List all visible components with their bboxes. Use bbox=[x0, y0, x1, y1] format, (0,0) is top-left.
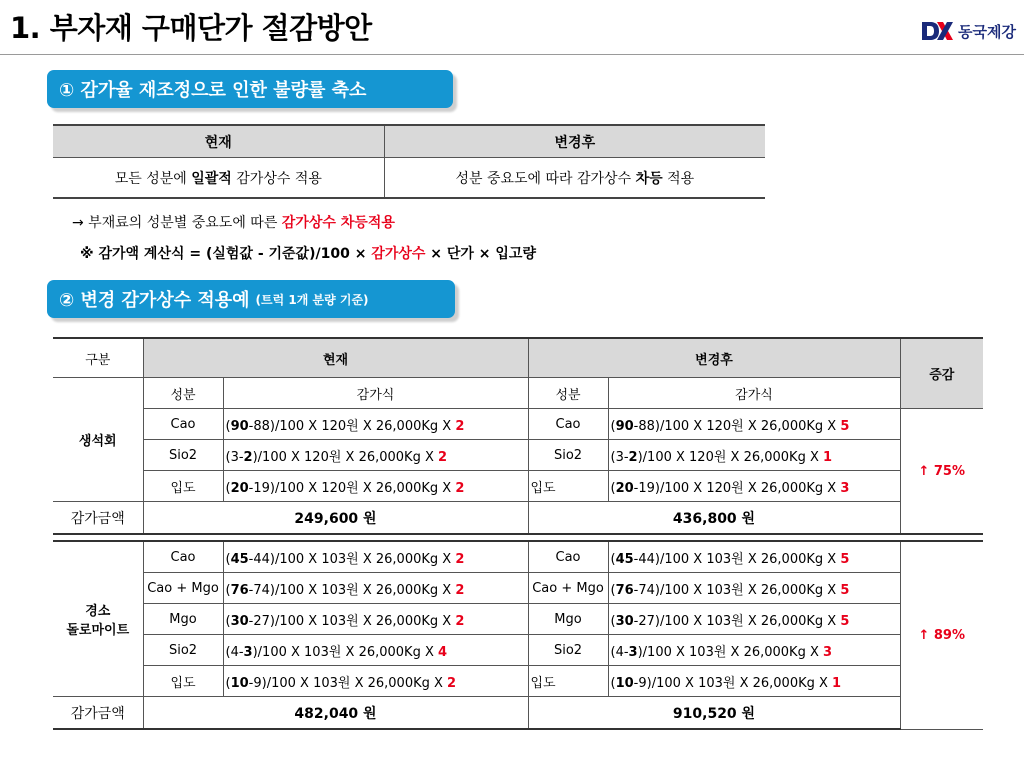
note-differential: → 부재료의 성분별 중요도에 따른 감가상수 차등적용 bbox=[72, 215, 395, 231]
comparison-table bbox=[53, 124, 765, 199]
current-total: 249,600 원 bbox=[143, 502, 528, 535]
increase-value: ↑ 89% bbox=[900, 541, 983, 729]
table-row: Cao + Mgo (76-74)/100 X 103원 X 26,000Kg X 2 Cao + Mgo (76-74)/100 X 103원 X 26,000Kg X 5 bbox=[53, 573, 983, 604]
section-2-subtext: (트럭 1개 분량 기준) bbox=[255, 292, 369, 307]
comp-header: 성분 bbox=[143, 378, 223, 409]
changed-method: 성분 중요도에 따라 감가상수 차등 적용 bbox=[384, 158, 765, 199]
group-name: 경소 돌로마이트 bbox=[53, 541, 143, 697]
total-row: 감가금액 249,600 원 436,800 원 bbox=[53, 502, 983, 535]
table-row: Sio2 (4-3)/100 X 103원 X 26,000Kg X 4 Sio2 (4-3)/100 X 103원 X 26,000Kg X 3 bbox=[53, 635, 983, 666]
section-1-label bbox=[47, 70, 453, 108]
page-title: 1. 부자재 구매단가 절감방안 bbox=[10, 11, 372, 45]
total-row: 감가금액 482,040 원 910,520 원 bbox=[53, 697, 983, 730]
table-row: Cao (90-88)/100 X 120원 X 26,000Kg X 2 Cao (90-88)/100 X 120원 X 26,000Kg X 5 ↑ 75% bbox=[53, 409, 983, 440]
gubun-header: 구분 bbox=[53, 338, 143, 378]
change-header: 증감 bbox=[900, 338, 983, 409]
table-row: 입도 (20-19)/100 X 120원 X 26,000Kg X 2 입도 (20-19)/100 X 120원 X 26,000Kg X 3 bbox=[53, 471, 983, 502]
changed-total: 910,520 원 bbox=[528, 697, 900, 730]
formula-header: 감가식 bbox=[223, 378, 528, 409]
logo-mark-icon bbox=[920, 20, 954, 42]
note-formula: ※ 감가액 계산식 = (실험값 - 기준값)/100 × 감가상수 × 단가 × 입고량 bbox=[80, 246, 536, 262]
group-name: 생석회 bbox=[53, 378, 143, 502]
title-divider bbox=[0, 54, 1024, 55]
table-row: 경소 돌로마이트 Cao (45-44)/100 X 103원 X 26,000Kg X 2 Cao (45-44)/100 X 103원 X 26,000Kg X 5 ↑ 89% bbox=[53, 541, 983, 573]
comp-header: 성분 bbox=[528, 378, 608, 409]
current-method: 모든 성분에 일괄적 감가상수 적용 bbox=[53, 158, 384, 199]
table-row: 입도 (10-9)/100 X 103원 X 26,000Kg X 2 입도 (10-9)/100 X 103원 X 26,000Kg X 1 bbox=[53, 666, 983, 697]
table-row: Mgo (30-27)/100 X 103원 X 26,000Kg X 2 Mgo (30-27)/100 X 103원 X 26,000Kg X 5 bbox=[53, 604, 983, 635]
section-1-text: ① 감가율 재조정으로 인한 불량률 축소 bbox=[59, 80, 367, 101]
increase-value: ↑ 75% bbox=[900, 409, 983, 535]
col-changed-header: 변경후 bbox=[384, 125, 765, 158]
table-row: Sio2 (3-2)/100 X 120원 X 26,000Kg X 2 Sio2 (3-2)/100 X 120원 X 26,000Kg X 1 bbox=[53, 440, 983, 471]
changed-header: 변경후 bbox=[528, 338, 900, 378]
current-total: 482,040 원 bbox=[143, 697, 528, 730]
company-logo bbox=[920, 20, 1016, 42]
changed-total: 436,800 원 bbox=[528, 502, 900, 535]
section-2-label bbox=[47, 280, 455, 318]
table-gap bbox=[53, 534, 983, 541]
col-current-header: 현재 bbox=[53, 125, 384, 158]
logo-text: 동국제강 bbox=[958, 22, 1016, 41]
formula-header: 감가식 bbox=[608, 378, 900, 409]
current-header: 현재 bbox=[143, 338, 528, 378]
section-2-text: ② 변경 감가상수 적용예 bbox=[59, 290, 250, 311]
example-table bbox=[53, 337, 983, 730]
